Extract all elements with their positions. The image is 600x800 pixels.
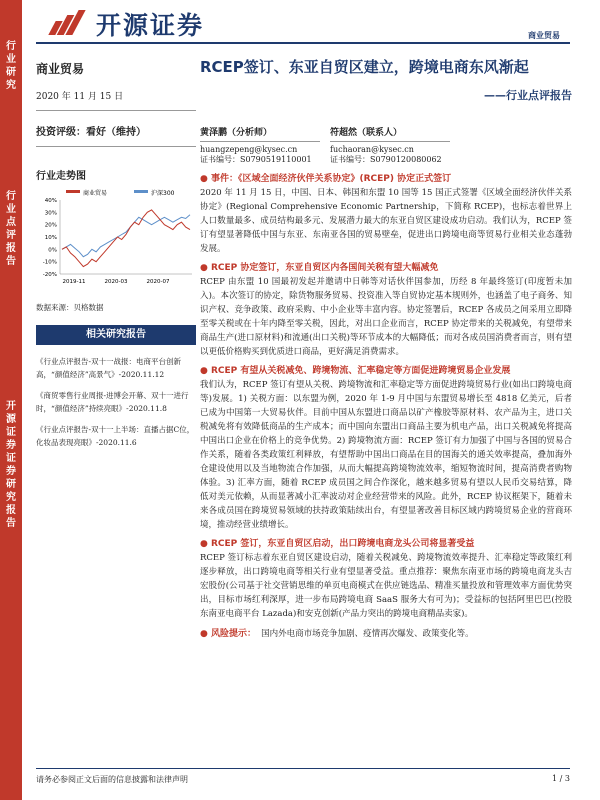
- section-paragraph: RCEP 签订标志着东亚自贸区建设启动，随着关税减免、跨境物流效率提升、汇率稳定等政策红利逐步释放，出口跨境电商等相关行业有望显著受益。重点推荐：聚焦东南亚市场的跨境电商龙头吉宏股份(公司基于社交营销思维的单页电商模式在供应链选品、精准买量投放和管理效率方面优势突出，目标市场红利深厚，进一步布局跨境电商 SaaS 服务大有可为)；受益标的包括阿里巴巴(控股东南亚电商平台 Lazada)和安克创新(产品力突出的跨境电商精品卖家)。: [200, 553, 572, 619]
- related-report-item[interactable]: 《行业点评报告-双十一上半场：直播占据C位，化妆品表现亮眼》-2020.11.6: [36, 425, 195, 447]
- left-column: [36, 52, 196, 457]
- analyst-cert: 证书编号：S0790120080062: [330, 155, 442, 164]
- y-tick-label: 30%: [44, 210, 57, 217]
- divider: [36, 110, 196, 111]
- header-rule: [36, 42, 570, 44]
- sector-name: 商业贸易: [36, 62, 85, 76]
- header-tag: 商业贸易: [528, 31, 560, 40]
- sidebar-top-label: 行业研究: [6, 41, 16, 91]
- analyst-cert: 证书编号：S0790519110001: [200, 155, 312, 164]
- section-heading: ● 事件：《区域全面经济伙伴关系协定》(RCEP) 协定正式签订: [200, 174, 452, 184]
- analyst-card: [200, 125, 320, 165]
- related-reports-header: 相关研究报告: [36, 325, 196, 345]
- trend-title: 行业走势图: [36, 171, 86, 182]
- main-content: [200, 52, 572, 641]
- sections: [200, 173, 572, 641]
- y-tick-label: 10%: [44, 235, 57, 241]
- section-paragraph: 国内外电商市场竞争加剧、疫情再次爆发、政策变化等。: [261, 629, 474, 639]
- company-logo: [48, 6, 204, 42]
- logo-mark-icon: [48, 10, 90, 38]
- analyst-email[interactable]: fuchaoran@kysec.cn: [330, 145, 414, 154]
- y-tick-label: -20%: [42, 272, 57, 278]
- report-date: 2020 年 11 月 15 日: [36, 92, 124, 102]
- analyst-name: 符超然（联系人）: [330, 128, 403, 138]
- trend-chart-svg: [36, 188, 196, 298]
- sidebar-band: [0, 0, 22, 800]
- analyst-name: 黄泽鹏（分析师）: [200, 128, 273, 138]
- y-tick-label: 0%: [48, 247, 57, 254]
- legend-swatch: [66, 190, 80, 193]
- analyst-email[interactable]: huangzepeng@kysec.cn: [200, 145, 298, 154]
- footer-disclaimer: 请务必参阅正文后面的信息披露和法律声明: [36, 775, 188, 784]
- section-heading: ● RCEP 有望从关税减免、跨境物流、汇率稳定等方面促进跨境贸易企业发展: [200, 366, 511, 376]
- report-subtitle: ——行业点评报告: [484, 89, 572, 102]
- page-number: 1 / 3: [552, 774, 570, 783]
- analyst-card: [330, 125, 450, 165]
- trend-chart: [36, 188, 196, 298]
- investment-rating: 投资评级：看好（维持）: [36, 127, 146, 138]
- x-tick-label: 2020-07: [146, 279, 170, 285]
- report-title: RCEP签订、东亚自贸区建立，跨境电商东风渐起: [200, 58, 529, 76]
- section-paragraph: RCEP 由东盟 10 国最初发起并邀请中日韩等对话伙伴国参加，历经 8 年最终签订(印度暂未加入)。本次签订的协定，除货物服务贸易、投资准入等自贸协定基本规则外，也涵盖了电子商务、知识产权、竞争政策、政府采购、中小企业等丰富内容。协定签署后，RCEP 各成员之间采用立即降至零关税或在十年内降至零关税，因此，对出口企业而言，RCEP 协定带来的关税减免，有望带来商品生产(进口原材料)和流通(出口关税)等环节成本的大幅降低；而对各成员国消费者而言，则有望以更低价格购买到优质进口商品，更好满足消费需求。: [200, 277, 572, 357]
- x-tick-label: 2019-11: [62, 279, 86, 285]
- y-tick-label: 40%: [44, 198, 57, 204]
- sidebar-mid-label: 行业点评报告: [6, 191, 16, 267]
- legend-label: 沪深300: [151, 190, 175, 197]
- section-paragraph: 2020 年 11 月 15 日，中国、日本、韩国和东盟 10 国等 15 国正式签署《区域全面经济伙伴关系协定》(Regional Comprehensive Economic Partnership，下简称 RCEP)，也标志着世界上人口数量最多、成员结构最多元、发展潜力最大的东亚自贸区建设成功启动。我们认为，RCEP 签订有望显著降低中国与东亚、东南亚各国的贸易壁垒，促进出口跨境电商等贸易行业相关业态蓬勃发展。: [200, 188, 572, 254]
- legend-label: 商业贸易: [83, 190, 108, 197]
- sidebar-bottom-label: 开源证券 证券研究报告: [6, 401, 16, 529]
- y-tick-label: -10%: [42, 259, 57, 266]
- logo-text: 开源证券: [96, 11, 205, 40]
- chart-source: 数据来源：贝格数据: [36, 303, 104, 312]
- section-heading: ● RCEP 协定签订，东亚自贸区内各国间关税有望大幅减免: [200, 263, 439, 273]
- footer-rule: [36, 768, 570, 769]
- legend-swatch: [134, 190, 148, 193]
- section-paragraph: 我们认为，RCEP 签订有望从关税、跨境物流和汇率稳定等方面促进跨境贸易行业(如出口跨境电商等)发展。1) 关税方面：以东盟为例，2020 年 1-9 月中国与东盟贸易增长至 4818 亿美元，后者已成为中国第一大贸易伙伴。目前中国从东盟进口商品以矿产橡胶等原材料、农产品为主，进口关税减免将有效降低商品的生产成本；而中国向东盟出口商品主要为机电产品，出口关税减免将提高中国出口企业在价格上的竞争优势。2) 跨境物流方面：RCEP 签订有力加强了中国与各国的贸易合作关系，随着各类政策红利释放，有望帮助中国出口商品在目的国海关的通关效率提高，叠加海外仓建设使用以及当地物流合作加强，从而大幅提高跨境物流效率，缩短物流时间，提高消费者购物体验。3) 汇率方面，随着 RCEP 成员国之间合作深化，越来越多贸易有望以人民币交易结算，降低对美元依赖，从而显著减小汇率波动对企业经营带来的风险。此外，RCEP 协议框架下，随着未来各成员国在跨境贸易领域的扶持政策陆续出台，有望显著改善目标区域内跨境贸易企业的营商环境，推动经营业绩增长。: [200, 380, 572, 530]
- related-report-item[interactable]: 《商贸零售行业周报-进博会开幕、双十一进行时，“颜值经济”持续亮眼》-2020.11.8: [36, 391, 189, 413]
- related-reports-list: [36, 355, 196, 449]
- divider: [36, 146, 196, 147]
- related-report-item[interactable]: 《行业点评报告-双十一战报：电商平台创新高，“颜值经济”高景气》-2020.11.12: [36, 357, 182, 379]
- series-line-commerce: [62, 210, 190, 267]
- section-heading: ● RCEP 签订，东亚自贸区启动，出口跨境电商龙头公司将显著受益: [200, 539, 475, 549]
- series-line-hs300: [62, 215, 190, 257]
- x-tick-label: 2020-03: [104, 279, 128, 285]
- section-heading: ● 风险提示：: [200, 629, 256, 639]
- analyst-block: [200, 125, 572, 165]
- y-tick-label: 20%: [44, 222, 57, 229]
